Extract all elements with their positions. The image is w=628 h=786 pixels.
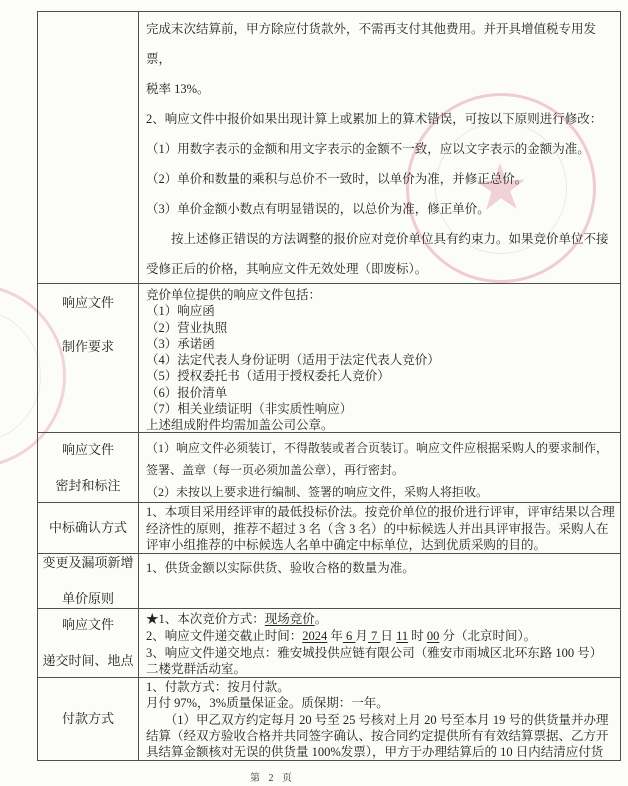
paragraph: （1）甲乙双方约定每月 20 号至 25 号核对上月 20 号至本月 19 号的供货量并办理 [146, 712, 609, 727]
list-item: （3）承诺函 [146, 336, 215, 351]
row-header-label: 单价原则 [61, 591, 114, 606]
paragraph: 2、响应文件中报价如果出现计算上或累加上的算术错误，可按以下原则进行修改： [146, 112, 603, 126]
row-header-label: 中标确认方式 [48, 520, 127, 535]
row-header [38, 284, 139, 432]
row-header-label: 递交时间、地点 [42, 653, 134, 668]
row-content-payment-correction [139, 12, 620, 283]
paragraph: （1）响应文件必须装订，不得散装或者合页装订。响应文件应根据采购人的要求制作， [146, 441, 609, 455]
list-item: （5）授权委托书（适用于授权委托人竞价） [146, 369, 390, 384]
paragraph: （2）未按以上要求进行编制、签署的响应文件，采购人将拒收。 [146, 485, 489, 499]
paragraph: 经济性的原则，推荐不超过 3 名（含 3 名）的中标候选人并出具评审报告。采购人在 [146, 521, 609, 536]
text-segment: 月 [355, 628, 368, 643]
paragraph: 1、供货金额以实际供货、验收合格的数量为准。 [146, 561, 415, 575]
row-content-document-list [139, 284, 620, 432]
underlined-value: 2024 [302, 628, 328, 643]
row-content-supply-amount [139, 554, 620, 608]
list-item: （6）报价清单 [146, 385, 228, 400]
row-header-label: 制作要求 [61, 339, 114, 354]
text-segment: 时 [408, 628, 427, 643]
text-segment: 。 [314, 612, 328, 626]
paragraph: 签署、盖章（每一页必须加盖公章），再行密封。 [146, 463, 405, 477]
terms-table [37, 11, 621, 761]
list-item: （7）相关业绩证明（非实质性响应） [146, 402, 353, 417]
paragraph: 1、付款方式：按月付款。 [146, 680, 290, 694]
row-content-evaluation-method [139, 503, 620, 553]
text-segment: 分（北京时间）。 [439, 628, 537, 643]
list-item: （1）响应函 [146, 304, 215, 319]
row-header-label: 响应文件 [61, 617, 114, 632]
underlined-value: 6 [342, 628, 356, 643]
paragraph: （3）单价金额小数点有明显错误的，以总价为准，修正单价。 [146, 202, 490, 216]
paragraph: 具结算金额核对无误的供货量 100%发票），甲方于办理结算后的 10 日内结清应付货 [146, 745, 604, 760]
paragraph: 受修正后的价格，其响应文件无效处理（即废标）。 [146, 262, 428, 276]
row-header-label: 响应文件 [61, 295, 114, 310]
paragraph: 竞价单位提供的响应文件包括： [146, 288, 322, 302]
table-row-sealing-marking [38, 433, 620, 503]
paragraph [146, 661, 615, 677]
row-header [38, 433, 139, 502]
paragraph [146, 611, 615, 628]
list-item: （4）法定代表人身份证明（适用于法定代表人竞价） [146, 353, 440, 368]
paragraph: （2）单价和数量的乘积与总价不一致时，以单价为准，并修正总价。 [146, 172, 528, 186]
paragraph: 完成末次结算前，甲方除应付货款外，不需再支付其他费用。并开具增值税专用发票， [146, 22, 597, 66]
row-header-label: 响应文件 [61, 441, 114, 457]
row-header-label: 付款方式 [61, 711, 114, 726]
seal-inner-ring [0, 309, 41, 443]
text-segment: 年 [327, 628, 343, 643]
paragraph: 税率 13%。 [146, 82, 210, 96]
table-row-preparation-requirements [38, 284, 620, 433]
text-segment: 二楼党群活动室。 [146, 662, 247, 677]
underlined-value: 11 [396, 628, 409, 643]
paragraph: 月付 97%，3%质量保证金。质保期：一年。 [146, 696, 389, 711]
row-header [38, 554, 139, 608]
paragraph [146, 645, 615, 662]
underlined-value: 7 [367, 628, 381, 643]
row-header [38, 678, 139, 760]
text-segment: 日 [380, 628, 397, 643]
page-number: 第 2 页 [250, 773, 295, 784]
table-row-payment-method [38, 678, 620, 760]
paragraph: 1、本项目采用经评审的最低投标价法。按竞价单位的报价进行评审，评审结果以合理 [146, 505, 615, 519]
table-row-submission-time-place [38, 609, 620, 678]
table-row-award-confirmation [38, 503, 620, 554]
row-header-label: 密封和标注 [55, 477, 121, 493]
row-content-submission-details [139, 609, 620, 677]
seal-star-icon: ★ [471, 150, 531, 226]
row-header [38, 609, 139, 677]
text-segment: 3、响应文件递交地点：雅安城投供应链有限公司（雅安市雨城区北环东路 100 号） [146, 645, 603, 660]
row-header-empty [38, 12, 139, 283]
underlined-value: 现场竞价 [264, 612, 315, 626]
text-segment: ★1、本次竞价方式： [146, 612, 265, 626]
paragraph: 按上述修正错误的方法调整的报价应对竞价单位具有约束力。如果竞价单位不接 [146, 232, 609, 246]
paragraph: （1）用数字表示的金额和用文字表示的金额不一致，应以文字表示的金额为准。 [146, 142, 590, 156]
paragraph: 评审小组推荐的中标候选人名单中确定中标单位，达到优质采购的目的。 [146, 538, 547, 553]
paragraph [146, 628, 615, 645]
row-content-payment-terms [139, 678, 620, 760]
table-row-continuation [38, 12, 620, 284]
underlined-value: 00 [426, 628, 440, 643]
row-content-sealing-rules [139, 433, 620, 502]
row-header [38, 503, 139, 553]
text-segment: 2、响应文件递交截止时间： [146, 628, 303, 643]
row-header-label: 变更及漏项新增 [42, 555, 134, 570]
table-row-change-omission-pricing [38, 554, 620, 609]
paragraph: 结算（经双方验收合格并共同签字确认、按合同约定提供所有有效结算票据、乙方开 [146, 728, 609, 743]
list-item: （2）营业执照 [146, 320, 228, 335]
paragraph: 上述组成附件均需加盖公司公章。 [146, 418, 334, 432]
